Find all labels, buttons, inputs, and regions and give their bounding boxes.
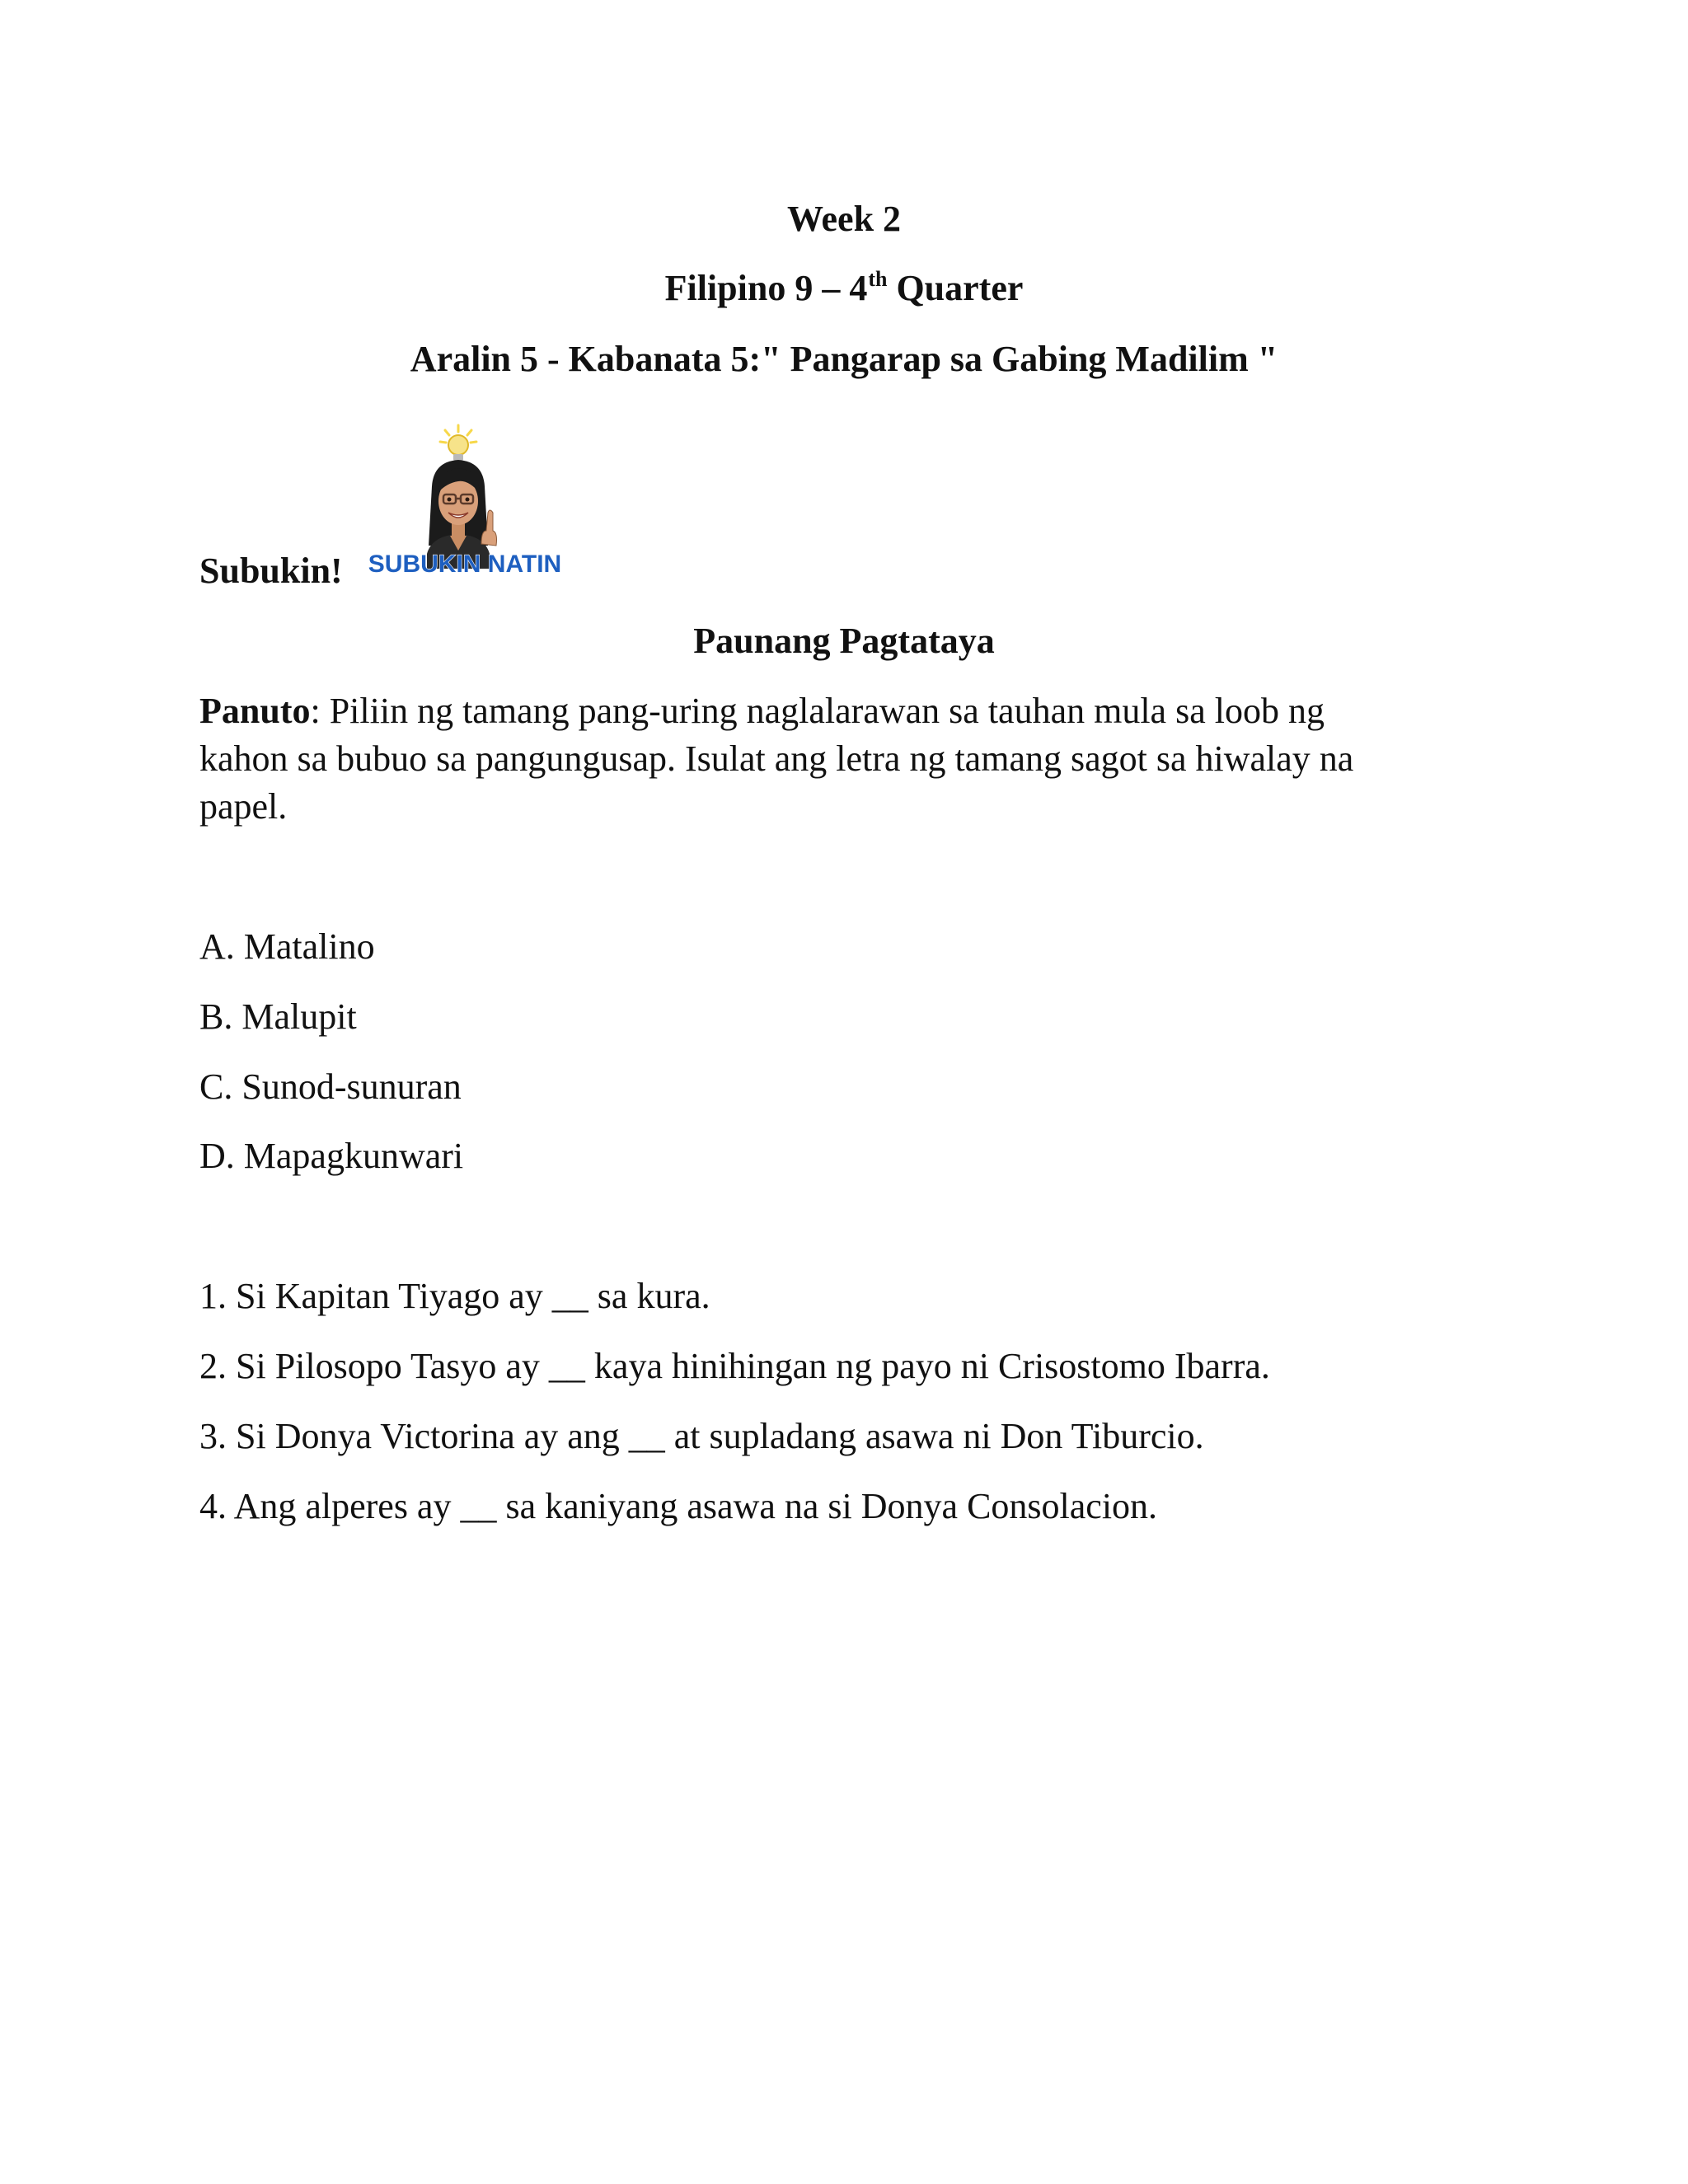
subject-heading bbox=[0, 265, 1688, 316]
subject-prefix: Filipino 9 – 4 bbox=[664, 268, 868, 308]
instruction-line-3: papel. bbox=[199, 786, 288, 827]
choice-d: D. Mapagkunwari bbox=[199, 1136, 464, 1176]
choice-c: C. Sunod-sunuran bbox=[199, 1066, 462, 1107]
question-1: 1. Si Kapitan Tiyago ay __ sa kura. bbox=[199, 1276, 710, 1316]
assessment-title: Paunang Pagtataya bbox=[693, 621, 995, 661]
choice-a: A. Matalino bbox=[199, 926, 375, 967]
subukin-label: Subukin! bbox=[199, 551, 343, 591]
week-heading: Week 2 bbox=[786, 199, 902, 239]
instruction-label: Panuto bbox=[199, 691, 311, 731]
question-3: 3. Si Donya Victorina ay ang __ at supladang asawa ni Don Tiburcio. bbox=[199, 1416, 1204, 1456]
choice-b: B. Malupit bbox=[199, 996, 357, 1037]
question-4: 4. Ang alperes ay __ sa kaniyang asawa na si Donya Consolacion. bbox=[199, 1486, 1158, 1526]
instruction-line-1 bbox=[199, 687, 1325, 735]
subject-ordinal: th bbox=[868, 267, 888, 291]
question-2: 2. Si Pilosopo Tasyo ay __ kaya hinihingan ng payo ni Crisostomo Ibarra. bbox=[199, 1346, 1270, 1386]
lightbulb-icon bbox=[440, 425, 476, 461]
sticker-label: SUBUKIN NATIN bbox=[368, 551, 562, 578]
subject-suffix: Quarter bbox=[887, 268, 1024, 308]
subukin-natin-sticker bbox=[358, 422, 572, 587]
instruction-line-2: kahon sa bubuo sa pangungusap. Isulat ang letra ng tamang sagot sa hiwalay na bbox=[199, 738, 1354, 779]
instruction-text-1: : Piliin ng tamang pang-uring naglalarawan sa tauhan mula sa loob ng bbox=[310, 691, 1325, 731]
lesson-heading: Aralin 5 - Kabanata 5:" Pangarap sa Gabing Madilim " bbox=[410, 339, 1278, 379]
